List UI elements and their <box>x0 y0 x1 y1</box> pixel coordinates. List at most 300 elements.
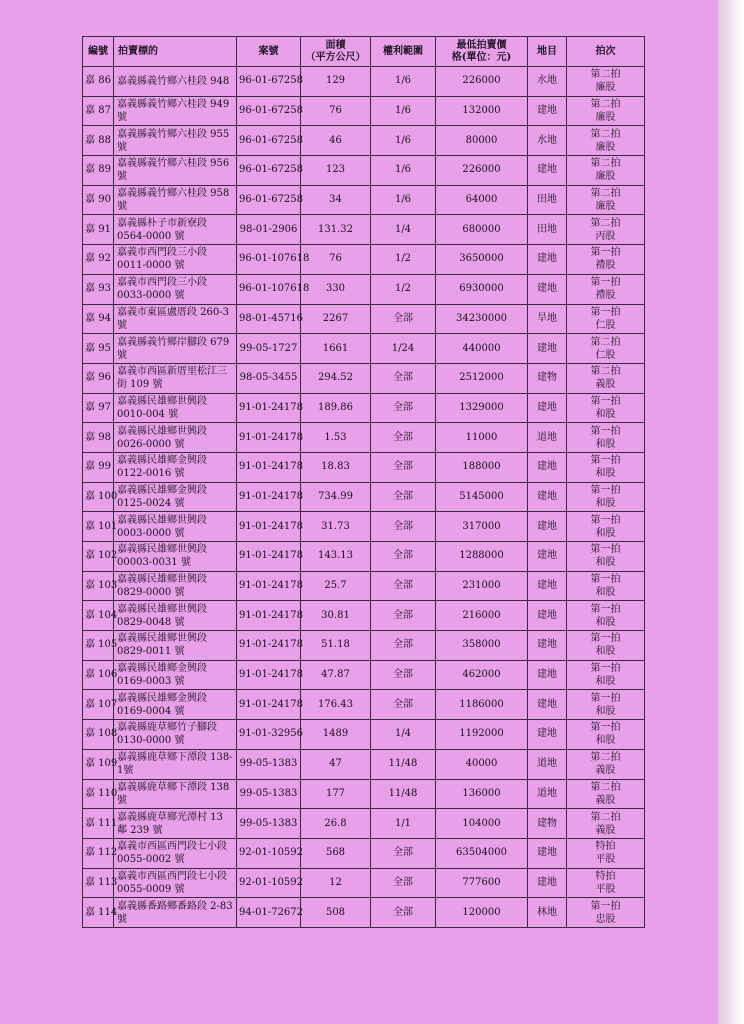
cell-case: 96-01-67258 <box>237 67 301 97</box>
table-row <box>83 809 645 839</box>
cell-case: 91-01-24178 <box>237 512 301 542</box>
auction-round: 第一拍 <box>590 455 621 467</box>
cell-id: 嘉 87 <box>83 96 114 126</box>
cell-share: 全部 <box>371 838 436 868</box>
cell-share: 全部 <box>371 571 436 601</box>
cell-name: 嘉義縣義竹鄉六桂段 956號 <box>114 156 237 186</box>
cell-case: 91-01-32956 <box>237 720 301 750</box>
cell-name: 嘉義市東區盧厝段 260-3號 <box>114 304 237 334</box>
table-row <box>83 571 645 601</box>
cell-area: 1489 <box>301 720 371 750</box>
cell-landuse: 田地 <box>528 215 567 245</box>
cell-price: 680000 <box>436 215 528 245</box>
table-row <box>83 274 645 304</box>
cell-landuse: 建地 <box>528 452 567 482</box>
cell-landuse: 水地 <box>528 67 567 97</box>
auction-round: 第一拍 <box>590 633 621 645</box>
cell-auction <box>567 245 645 275</box>
cell-id: 嘉 92 <box>83 245 114 275</box>
cell-id: 嘉 109 <box>83 749 114 779</box>
auction-table <box>82 36 645 928</box>
cell-share: 1/1 <box>371 809 436 839</box>
auction-unit: 平股 <box>595 854 616 866</box>
cell-auction <box>567 334 645 364</box>
cell-auction <box>567 482 645 512</box>
cell-id: 嘉 100 <box>83 482 114 512</box>
cell-price: 216000 <box>436 601 528 631</box>
auction-round: 第一拍 <box>590 425 621 437</box>
cell-landuse: 建地 <box>528 334 567 364</box>
cell-landuse: 建地 <box>528 631 567 661</box>
auction-round: 第一拍 <box>590 663 621 675</box>
cell-landuse: 建地 <box>528 571 567 601</box>
cell-price: 1186000 <box>436 690 528 720</box>
cell-landuse: 道地 <box>528 779 567 809</box>
cell-share: 1/6 <box>371 126 436 156</box>
auction-unit: 平股 <box>595 883 616 895</box>
cell-auction <box>567 660 645 690</box>
cell-auction <box>567 868 645 898</box>
cell-name: 嘉義縣番路鄉番路段 2-83號 <box>114 898 237 928</box>
cell-id: 嘉 95 <box>83 334 114 364</box>
cell-name: 嘉義縣義竹鄉岸腳段 679號 <box>114 334 237 364</box>
table-row <box>83 67 645 97</box>
auction-round: 第二拍 <box>590 188 621 200</box>
auction-unit: 和股 <box>595 527 616 539</box>
cell-case: 96-01-67258 <box>237 96 301 126</box>
cell-id: 嘉 106 <box>83 660 114 690</box>
cell-name: 嘉義縣義竹鄉六桂段 955號 <box>114 126 237 156</box>
cell-name: 嘉義市西區西門段七小段 0055-0009 號 <box>114 868 237 898</box>
table-row <box>83 215 645 245</box>
header-area-line1: 面積 <box>325 39 346 51</box>
table-row <box>83 156 645 186</box>
cell-area: 47 <box>301 749 371 779</box>
cell-case: 91-01-24178 <box>237 423 301 453</box>
cell-name: 嘉義縣民雄鄉世興段 0829-0048 號 <box>114 601 237 631</box>
auction-unit: 和股 <box>595 557 616 569</box>
cell-auction <box>567 452 645 482</box>
auction-unit: 丙股 <box>595 230 616 242</box>
cell-share: 1/24 <box>371 334 436 364</box>
table-row <box>83 631 645 661</box>
cell-area: 177 <box>301 779 371 809</box>
cell-auction <box>567 274 645 304</box>
cell-area: 1.53 <box>301 423 371 453</box>
cell-name: 嘉義縣民雄鄉世興段 0010-004 號 <box>114 393 237 423</box>
table-row <box>83 304 645 334</box>
cell-share: 11/48 <box>371 779 436 809</box>
table-row <box>83 96 645 126</box>
cell-case: 91-01-24178 <box>237 452 301 482</box>
header-area <box>301 37 371 67</box>
cell-landuse: 建地 <box>528 156 567 186</box>
cell-id: 嘉 105 <box>83 631 114 661</box>
table-row <box>83 334 645 364</box>
cell-share: 1/2 <box>371 245 436 275</box>
cell-name: 嘉義縣朴子市新寮段 0564-0000 號 <box>114 215 237 245</box>
auction-round: 第一拍 <box>590 900 621 912</box>
cell-share: 1/2 <box>371 274 436 304</box>
cell-id: 嘉 98 <box>83 423 114 453</box>
cell-share: 1/4 <box>371 720 436 750</box>
cell-name: 嘉義市西門段三小段 0011-0000 號 <box>114 245 237 275</box>
cell-case: 91-01-24178 <box>237 660 301 690</box>
auction-round: 第二拍 <box>590 336 621 348</box>
auction-round: 特拍 <box>595 841 616 853</box>
auction-unit: 廉股 <box>595 141 616 153</box>
cell-price: 1192000 <box>436 720 528 750</box>
cell-price: 63504000 <box>436 838 528 868</box>
cell-area: 734.99 <box>301 482 371 512</box>
cell-name: 嘉義縣民雄鄉世興段 00003-0031 號 <box>114 542 237 572</box>
cell-name: 嘉義縣義竹鄉六桂段 949號 <box>114 96 237 126</box>
cell-price: 440000 <box>436 334 528 364</box>
auction-unit: 廉股 <box>595 112 616 124</box>
cell-id: 嘉 103 <box>83 571 114 601</box>
cell-price: 231000 <box>436 571 528 601</box>
cell-case: 96-01-107618 <box>237 274 301 304</box>
cell-id: 嘉 94 <box>83 304 114 334</box>
cell-case: 96-01-67258 <box>237 156 301 186</box>
cell-name: 嘉義縣鹿草鄉竹子腳段 0130-0000 號 <box>114 720 237 750</box>
cell-auction <box>567 126 645 156</box>
cell-share: 全部 <box>371 363 436 393</box>
auction-unit: 忠股 <box>595 913 616 925</box>
cell-case: 94-01-72672 <box>237 898 301 928</box>
cell-area: 76 <box>301 96 371 126</box>
header-price-line1: 最低拍賣價 <box>456 39 507 51</box>
cell-landuse: 建地 <box>528 96 567 126</box>
cell-price: 226000 <box>436 67 528 97</box>
auction-unit: 禮股 <box>595 290 616 302</box>
cell-name: 嘉義縣鹿草鄉下潭段 138號 <box>114 779 237 809</box>
cell-price: 188000 <box>436 452 528 482</box>
cell-case: 91-01-24178 <box>237 631 301 661</box>
auction-round: 第一拍 <box>590 277 621 289</box>
cell-share: 1/6 <box>371 67 436 97</box>
cell-share: 全部 <box>371 482 436 512</box>
cell-landuse: 水地 <box>528 126 567 156</box>
cell-price: 1288000 <box>436 542 528 572</box>
cell-auction <box>567 779 645 809</box>
cell-case: 99-05-1383 <box>237 749 301 779</box>
cell-name: 嘉義縣鹿草鄉下潭段 138-1號 <box>114 749 237 779</box>
cell-id: 嘉 111 <box>83 809 114 839</box>
auction-round: 第一拍 <box>590 603 621 615</box>
cell-case: 99-05-1727 <box>237 334 301 364</box>
cell-landuse: 林地 <box>528 898 567 928</box>
auction-round: 第一拍 <box>590 544 621 556</box>
auction-unit: 和股 <box>595 408 616 420</box>
cell-area: 34 <box>301 185 371 215</box>
cell-share: 全部 <box>371 304 436 334</box>
header-name: 拍賣標的 <box>114 37 237 67</box>
cell-area: 143.13 <box>301 542 371 572</box>
cell-share: 全部 <box>371 690 436 720</box>
cell-share: 全部 <box>371 601 436 631</box>
auction-round: 第一拍 <box>590 722 621 734</box>
header-landuse: 地目 <box>528 37 567 67</box>
cell-case: 96-01-67258 <box>237 126 301 156</box>
header-case: 案號 <box>237 37 301 67</box>
table-row <box>83 779 645 809</box>
cell-landuse: 建地 <box>528 838 567 868</box>
cell-price: 80000 <box>436 126 528 156</box>
cell-landuse: 建地 <box>528 482 567 512</box>
cell-price: 3650000 <box>436 245 528 275</box>
cell-landuse: 建地 <box>528 274 567 304</box>
cell-share: 1/4 <box>371 215 436 245</box>
cell-landuse: 建地 <box>528 393 567 423</box>
cell-name: 嘉義市西門段三小段 0033-0000 號 <box>114 274 237 304</box>
cell-share: 全部 <box>371 898 436 928</box>
cell-area: 46 <box>301 126 371 156</box>
cell-id: 嘉 101 <box>83 512 114 542</box>
cell-name: 嘉義縣民雄鄉世興段 0026-0000 號 <box>114 423 237 453</box>
cell-case: 92-01-10592 <box>237 868 301 898</box>
cell-landuse: 建地 <box>528 601 567 631</box>
cell-auction <box>567 512 645 542</box>
cell-price: 1329000 <box>436 393 528 423</box>
cell-case: 91-01-24178 <box>237 571 301 601</box>
auction-round: 第一拍 <box>590 395 621 407</box>
auction-unit: 和股 <box>595 735 616 747</box>
cell-id: 嘉 113 <box>83 868 114 898</box>
cell-auction <box>567 571 645 601</box>
cell-share: 全部 <box>371 660 436 690</box>
cell-name: 嘉義縣民雄鄉世興段 0829-0000 號 <box>114 571 237 601</box>
table-row <box>83 482 645 512</box>
auction-unit: 義股 <box>595 379 616 391</box>
cell-price: 358000 <box>436 631 528 661</box>
auction-unit: 和股 <box>595 468 616 480</box>
auction-unit: 禮股 <box>595 260 616 272</box>
header-id: 編號 <box>83 37 114 67</box>
cell-case: 91-01-24178 <box>237 601 301 631</box>
auction-round: 第一拍 <box>590 574 621 586</box>
cell-landuse: 建地 <box>528 660 567 690</box>
cell-id: 嘉 114 <box>83 898 114 928</box>
header-auction: 拍次 <box>567 37 645 67</box>
cell-id: 嘉 112 <box>83 838 114 868</box>
cell-landuse: 建地 <box>528 245 567 275</box>
auction-unit: 和股 <box>595 616 616 628</box>
cell-area: 294.52 <box>301 363 371 393</box>
cell-name: 嘉義縣民雄鄉世興段 0829-0011 號 <box>114 631 237 661</box>
cell-case: 99-05-1383 <box>237 809 301 839</box>
auction-round: 第一拍 <box>590 484 621 496</box>
auction-round: 第一拍 <box>590 692 621 704</box>
cell-auction <box>567 631 645 661</box>
cell-auction <box>567 393 645 423</box>
auction-unit: 仁股 <box>595 319 616 331</box>
cell-case: 91-01-24178 <box>237 393 301 423</box>
auction-unit: 義股 <box>595 824 616 836</box>
cell-auction <box>567 304 645 334</box>
cell-area: 31.73 <box>301 512 371 542</box>
auction-unit: 和股 <box>595 497 616 509</box>
auction-unit: 義股 <box>595 765 616 777</box>
cell-area: 131.32 <box>301 215 371 245</box>
table-row <box>83 660 645 690</box>
auction-unit: 廉股 <box>595 171 616 183</box>
cell-auction <box>567 96 645 126</box>
cell-auction <box>567 423 645 453</box>
cell-auction <box>567 67 645 97</box>
cell-area: 76 <box>301 245 371 275</box>
cell-share: 1/6 <box>371 96 436 126</box>
header-row <box>83 37 645 67</box>
auction-unit: 廉股 <box>595 201 616 213</box>
cell-case: 91-01-24178 <box>237 482 301 512</box>
cell-price: 34230000 <box>436 304 528 334</box>
table-row <box>83 542 645 572</box>
cell-id: 嘉 93 <box>83 274 114 304</box>
cell-share: 全部 <box>371 631 436 661</box>
cell-share: 1/6 <box>371 156 436 186</box>
cell-area: 123 <box>301 156 371 186</box>
auction-unit: 和股 <box>595 705 616 717</box>
cell-area: 12 <box>301 868 371 898</box>
cell-name: 嘉義縣義竹鄉六桂段 958號 <box>114 185 237 215</box>
cell-landuse: 建地 <box>528 512 567 542</box>
auction-round: 第二拍 <box>590 781 621 793</box>
cell-price: 317000 <box>436 512 528 542</box>
cell-case: 91-01-24178 <box>237 542 301 572</box>
cell-name: 嘉義縣民雄鄉世興段 0003-0000 號 <box>114 512 237 542</box>
cell-id: 嘉 86 <box>83 67 114 97</box>
cell-area: 129 <box>301 67 371 97</box>
cell-case: 91-01-24178 <box>237 690 301 720</box>
cell-area: 18.83 <box>301 452 371 482</box>
auction-round: 第二拍 <box>590 99 621 111</box>
cell-case: 98-05-3455 <box>237 363 301 393</box>
table-body <box>83 67 645 928</box>
cell-share: 全部 <box>371 542 436 572</box>
cell-id: 嘉 90 <box>83 185 114 215</box>
auction-round: 第二拍 <box>590 217 621 229</box>
cell-price: 104000 <box>436 809 528 839</box>
cell-price: 132000 <box>436 96 528 126</box>
table-row <box>83 601 645 631</box>
table-row <box>83 423 645 453</box>
cell-id: 嘉 110 <box>83 779 114 809</box>
table-row <box>83 898 645 928</box>
cell-share: 11/48 <box>371 749 436 779</box>
auction-unit: 和股 <box>595 676 616 688</box>
table-row <box>83 512 645 542</box>
cell-name: 嘉義市西區新厝里松江三街 109 號 <box>114 363 237 393</box>
cell-name: 嘉義縣民雄鄉金興段 0125-0024 號 <box>114 482 237 512</box>
table-row <box>83 749 645 779</box>
cell-landuse: 建地 <box>528 868 567 898</box>
header-price-line2: 格(單位：元) <box>451 51 512 63</box>
cell-area: 30.81 <box>301 601 371 631</box>
cell-price: 64000 <box>436 185 528 215</box>
auction-round: 特拍 <box>595 870 616 882</box>
table-row <box>83 452 645 482</box>
cell-id: 嘉 107 <box>83 690 114 720</box>
cell-price: 462000 <box>436 660 528 690</box>
auction-unit: 義股 <box>595 794 616 806</box>
cell-area: 508 <box>301 898 371 928</box>
cell-auction <box>567 156 645 186</box>
cell-landuse: 田地 <box>528 185 567 215</box>
cell-id: 嘉 102 <box>83 542 114 572</box>
table-row <box>83 690 645 720</box>
cell-landuse: 道地 <box>528 423 567 453</box>
cell-name: 嘉義縣民雄鄉金興段 0122-0016 號 <box>114 452 237 482</box>
cell-name: 嘉義縣民雄鄉金興段 0169-0003 號 <box>114 660 237 690</box>
cell-share: 全部 <box>371 868 436 898</box>
cell-area: 330 <box>301 274 371 304</box>
auction-round: 第二拍 <box>590 128 621 140</box>
cell-id: 嘉 104 <box>83 601 114 631</box>
table-row <box>83 185 645 215</box>
cell-auction <box>567 838 645 868</box>
table-row <box>83 126 645 156</box>
cell-area: 51.18 <box>301 631 371 661</box>
cell-area: 26.8 <box>301 809 371 839</box>
scan-edge <box>718 0 744 1024</box>
cell-price: 226000 <box>436 156 528 186</box>
header-area-line2: （平方公尺） <box>305 51 366 63</box>
cell-auction <box>567 749 645 779</box>
cell-area: 25.7 <box>301 571 371 601</box>
cell-id: 嘉 91 <box>83 215 114 245</box>
cell-landuse: 道地 <box>528 749 567 779</box>
cell-id: 嘉 88 <box>83 126 114 156</box>
auction-round: 第二拍 <box>590 158 621 170</box>
cell-name: 嘉義縣鹿草鄉光潭村 13 鄰 239 號 <box>114 809 237 839</box>
cell-name: 嘉義縣義竹鄉六桂段 948 <box>114 67 237 97</box>
cell-id: 嘉 108 <box>83 720 114 750</box>
cell-landuse: 建地 <box>528 542 567 572</box>
cell-auction <box>567 215 645 245</box>
cell-case: 96-01-67258 <box>237 185 301 215</box>
cell-price: 120000 <box>436 898 528 928</box>
cell-share: 全部 <box>371 393 436 423</box>
table-row <box>83 868 645 898</box>
cell-price: 5145000 <box>436 482 528 512</box>
auction-round: 第一拍 <box>590 247 621 259</box>
cell-auction <box>567 601 645 631</box>
auction-unit: 和股 <box>595 438 616 450</box>
cell-auction <box>567 363 645 393</box>
table-row <box>83 838 645 868</box>
auction-unit: 廉股 <box>595 82 616 94</box>
cell-auction <box>567 185 645 215</box>
cell-auction <box>567 690 645 720</box>
cell-case: 99-05-1383 <box>237 779 301 809</box>
cell-auction <box>567 809 645 839</box>
cell-id: 嘉 99 <box>83 452 114 482</box>
cell-area: 1661 <box>301 334 371 364</box>
cell-case: 96-01-107618 <box>237 245 301 275</box>
cell-case: 98-01-45716 <box>237 304 301 334</box>
auction-round: 第二拍 <box>590 366 621 378</box>
cell-landuse: 建物 <box>528 363 567 393</box>
header-price <box>436 37 528 67</box>
cell-landuse: 建物 <box>528 809 567 839</box>
cell-auction <box>567 720 645 750</box>
cell-name: 嘉義市西區西門段七小段 0055-0002 號 <box>114 838 237 868</box>
cell-id: 嘉 89 <box>83 156 114 186</box>
cell-landuse: 旱地 <box>528 304 567 334</box>
cell-area: 47.87 <box>301 660 371 690</box>
cell-price: 40000 <box>436 749 528 779</box>
